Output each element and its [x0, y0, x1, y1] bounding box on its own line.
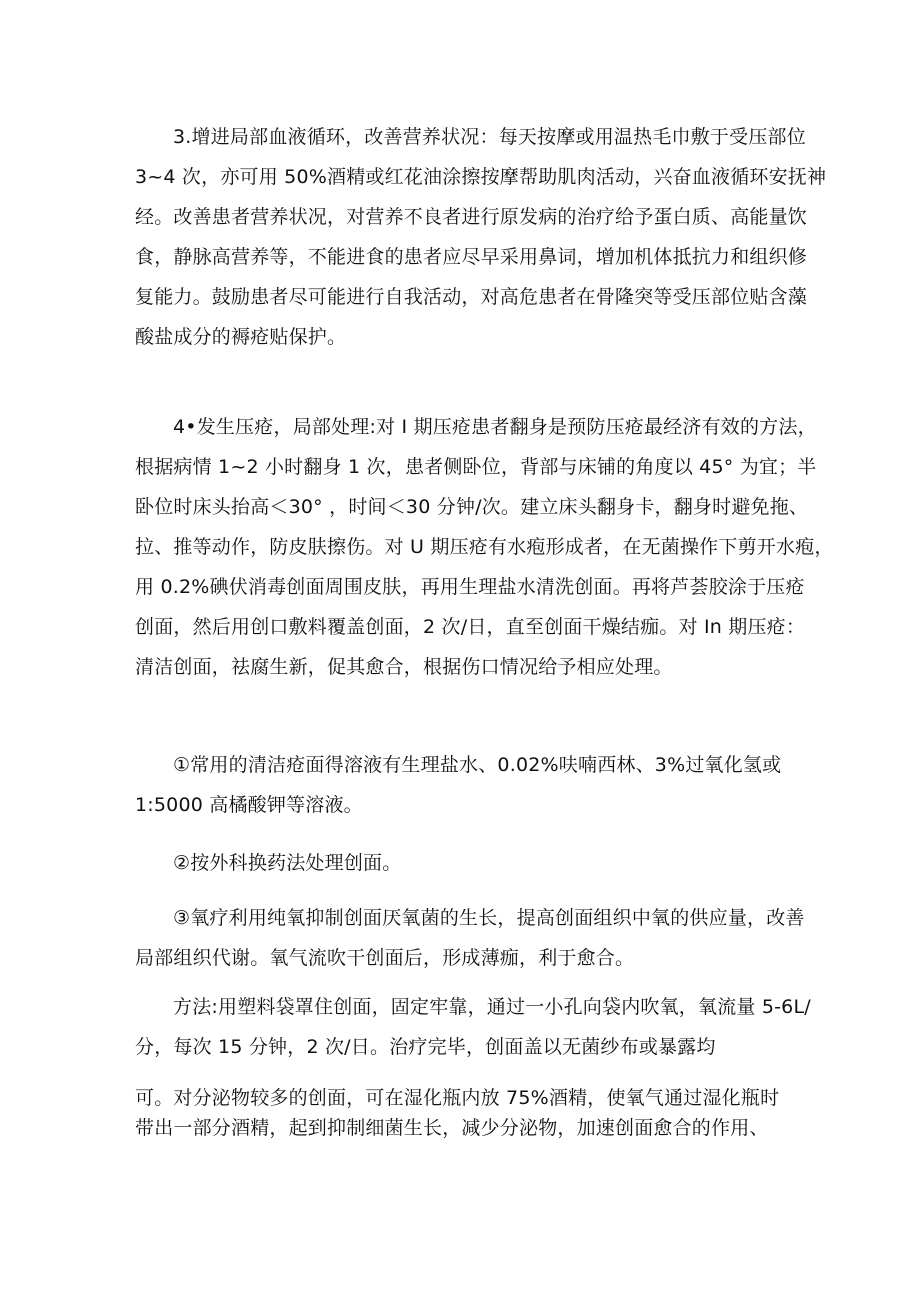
- text-line: 食，静脉高营养等，不能进食的患者应尽早采用鼻词，增加机体抵抗力和组织修: [135, 246, 808, 268]
- text-line: 创面，然后用创口敷料覆盖创面，2 次/日，直至创面干燥结痂。对 In 期压疮：: [135, 616, 806, 638]
- paragraph-secretion: [135, 1083, 795, 1143]
- text-line: 1:5000 高橘酸钾等溶液。: [135, 794, 363, 816]
- text-line: 3~4 次，亦可用 50%酒精或红花油涂擦按摩帮助肌肉活动，兴奋血液循环安抚神: [135, 166, 827, 188]
- paragraph-blood-circulation: [135, 117, 827, 357]
- text-line: 3.增进局部血液循环，改善营养状况：每天按摩或用温热毛巾敷于受压部位: [173, 126, 806, 148]
- text-line: ②按外科换药法处理创面。: [173, 852, 402, 874]
- text-line: 经。改善患者营养状况，对营养不良者进行原发病的治疗给予蛋白质、高能量饮: [135, 206, 808, 228]
- text-line: 卧位时床头抬高＜30° ，时间＜30 分钟/次。建立床头翻身卡，翻身时避免拖、: [135, 496, 809, 518]
- text-line: ①常用的清洁疮面得溶液有生理盐水、0.02%呋喃西林、3%过氧化氢或: [173, 754, 782, 776]
- text-line: 4•发生压疮，局部处理:对 I 期压疮患者翻身是预防压疮最经济有效的方法，: [173, 416, 817, 438]
- paragraph-local-treatment: [135, 407, 834, 687]
- paragraph-method: [135, 987, 811, 1067]
- text-line: 复能力。鼓励患者尽可能进行自我活动，对高危患者在骨隆突等受压部位贴含藻: [135, 286, 808, 308]
- paragraph-oxygen-therapy: [135, 898, 805, 978]
- text-line: ③氧疗利用纯氧抑制创面厌氧菌的生长，提高创面组织中氧的供应量，改善: [173, 907, 805, 929]
- text-line: 方法:用塑料袋罩住创面，固定牢靠，通过一小孔向袋内吹氧，氧流量 5-6L/: [173, 996, 811, 1018]
- text-line: 带出一部分酒精，起到抑制细菌生长，减少分泌物，加速创面愈合的作用、: [135, 1117, 769, 1139]
- text-line: 根据病情 1~2 小时翻身 1 次，患者侧卧位，背部与床铺的角度以 45° 为宜；半: [135, 456, 817, 478]
- text-line: 分，每次 15 分钟，2 次/日。治疗完毕，创面盖以无菌纱布或暴露均: [135, 1036, 716, 1058]
- text-line: 可。对分泌物较多的创面，可在湿化瓶内放 75%酒精，使氧气通过湿化瓶时: [135, 1087, 780, 1109]
- text-line: 酸盐成分的褥疮贴保护。: [135, 326, 347, 348]
- text-line: 用 0.2%碘伏消毒创面周围皮肤，再用生理盐水清洗创面。再将芦荟胶涂于压疮: [135, 576, 805, 598]
- paragraph-dressing-change: [135, 843, 795, 883]
- text-line: 清洁创面，祛腐生新，促其愈合，根据伤口情况给予相应处理。: [135, 656, 673, 678]
- paragraph-cleaning-solution: [135, 745, 795, 825]
- text-line: 局部组织代谢。氧气流吹干创面后，形成薄痂，利于愈合。: [135, 947, 635, 969]
- text-line: 拉、推等动作，防皮肤擦伤。对 U 期压疮有水疱形成者，在无菌操作下剪开水疱，: [135, 536, 834, 558]
